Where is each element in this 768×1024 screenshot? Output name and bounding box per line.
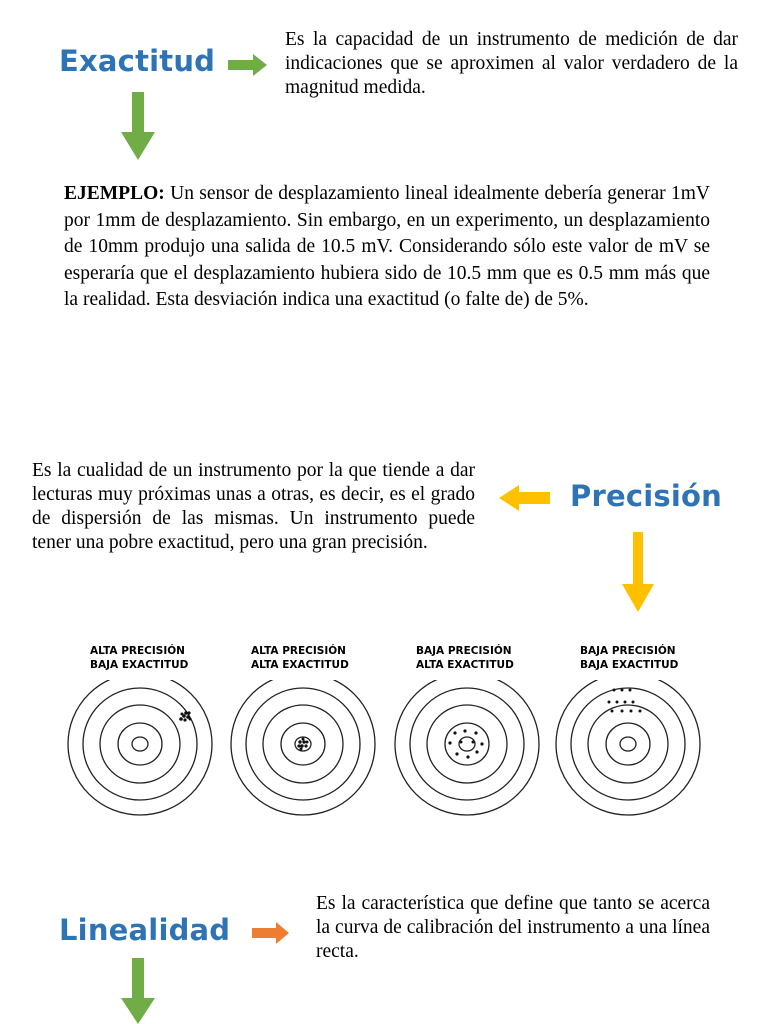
precision-heading: Precisión [570,479,722,513]
target-label: BAJA PRECISIÓN BAJA EXACTITUD [580,645,679,671]
target-label: ALTA PRECISIÓN BAJA EXACTITUD [90,645,189,671]
down-arrow-icon [121,92,155,160]
example-label: EJEMPLO: [64,183,165,204]
down-arrow-icon [621,532,655,612]
left-arrow-icon [499,485,551,511]
linealidad-definition: Es la característica que define que tanto se acerca la curva de calibración del instrumento a una línea recta. [316,893,710,962]
target-1 [68,680,212,815]
linealidad-heading: Linealidad [59,913,231,947]
target-label: ALTA PRECISIÓN ALTA EXACTITUD [251,645,349,671]
targets-drawing [0,680,768,820]
exactitud-example [64,181,710,314]
exactitud-heading: Exactitud [59,44,216,78]
target-label: BAJA PRECISIÓN ALTA EXACTITUD [416,645,514,671]
example-text: Un sensor de desplazamiento lineal idealmente debería generar 1mV por 1mm de desplazamiento. Sin embargo, en un experimento, un desplazamiento de 10mm produjo una salida de 10.5 mV. Considerando sólo este valor de mV se esperaría que el desplazamiento hubiera sido de 10.5 mm que es 0.5 mm más que la realidad. Esta desviación indica una exactitud (o falte de) de 5%. [64,183,710,310]
target-4 [556,680,700,815]
right-arrow-icon [252,922,290,944]
target-2 [231,680,375,815]
right-arrow-icon [228,54,268,76]
exactitud-definition: Es la capacidad de un instrumento de medición de dar indicaciones que se aproximen al valor verdadero de la magnitud medida. [285,29,738,98]
target-3 [395,680,539,815]
precision-definition: Es la cualidad de un instrumento por la que tiende a dar lecturas muy próximas unas a otras, es decir, es el grado de dispersión de las mismas. Un instrumento puede tener una pobre exactitud, pero una gran precisión. [32,460,475,553]
down-arrow-icon [121,958,155,1024]
targets-figure [0,640,768,820]
